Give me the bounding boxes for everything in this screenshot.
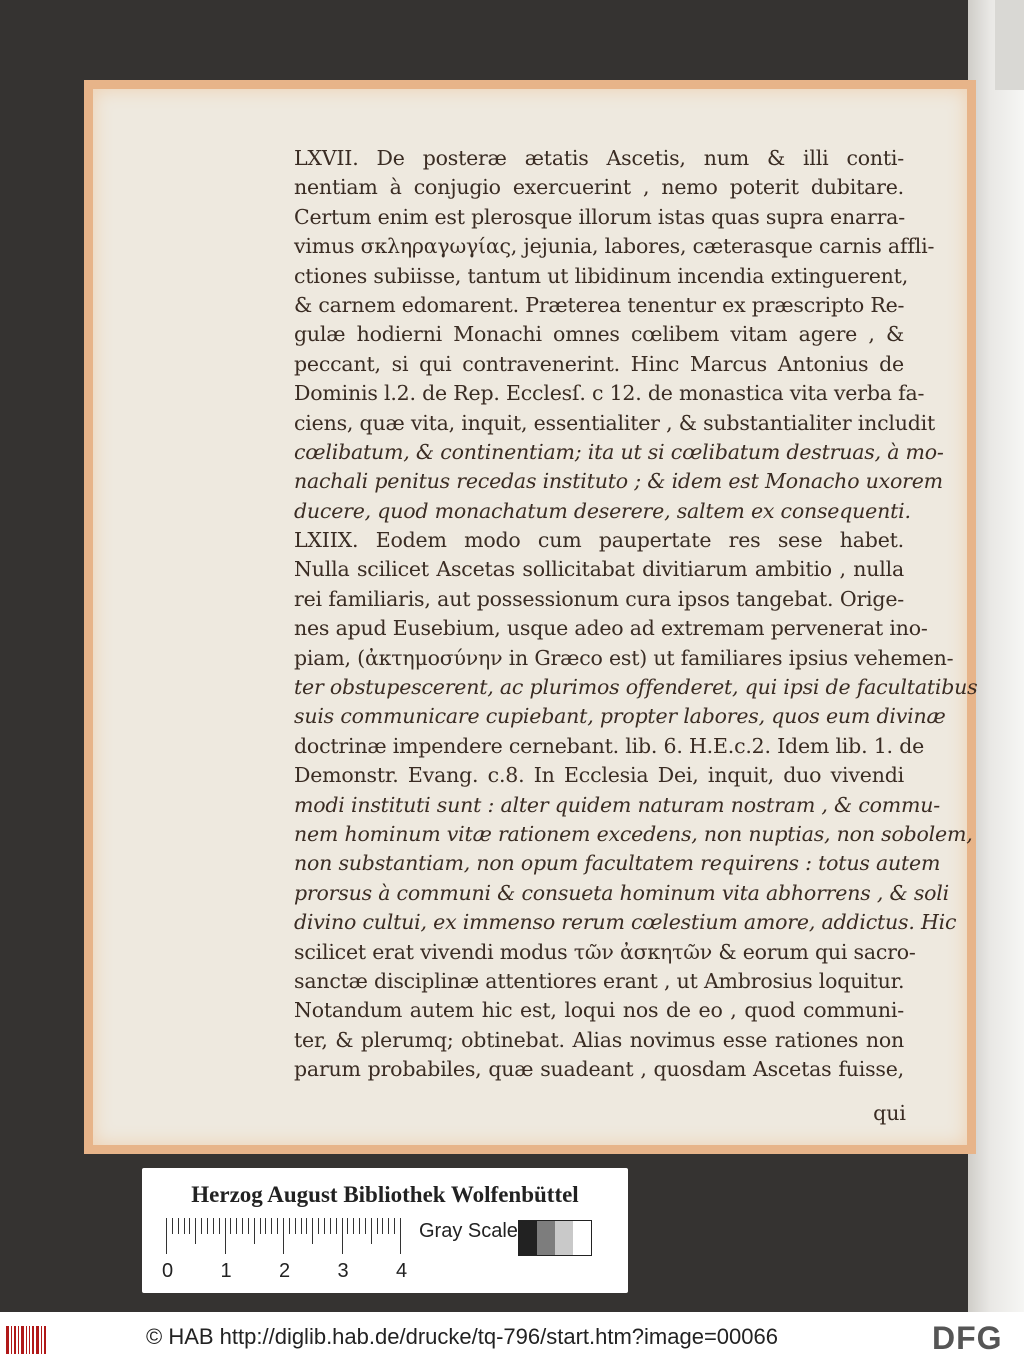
text-line: Certum enim est plerosque illorum istas quas supra enarra- xyxy=(294,204,905,229)
color-calibration-card xyxy=(142,1168,628,1293)
ruler-tick xyxy=(219,1218,220,1234)
text-line: Notandum autem hic est, loqui nos de eo , quod communi- xyxy=(294,998,904,1023)
copyright-url: © HAB http://diglib.hab.de/drucke/tq-796/start.htm?image=00066 xyxy=(146,1324,778,1349)
text-line: piam, (ἀκτημοσύνην in Græco est) ut familiares ipsius vehemen- xyxy=(294,645,954,670)
book-page xyxy=(84,80,976,1154)
page-edge-fold xyxy=(995,0,1024,90)
ruler-tick xyxy=(371,1218,372,1244)
dfg-logo: DFG xyxy=(932,1320,1003,1356)
ruler-number: 0 xyxy=(162,1260,174,1282)
ruler-tick xyxy=(225,1218,226,1254)
text-line: Nulla scilicet Ascetas sollicitabat divitiarum ambitio , nulla xyxy=(294,557,904,582)
text-line: nachali penitus recedas instituto ; & idem est Monacho uxorem xyxy=(294,469,943,494)
ruler-tick xyxy=(377,1218,378,1234)
ruler-tick xyxy=(189,1218,190,1234)
text-line: ctiones subiisse, tantum ut libidinum incendia extinguerent, xyxy=(294,263,909,288)
library-name: Herzog August Bibliothek Wolfenbüttel xyxy=(191,1182,579,1207)
ruler-tick xyxy=(254,1218,255,1244)
barcode-bar xyxy=(41,1326,42,1354)
text-line: rei familiaris, aut possessionum cura ipsos tangebat. Orige- xyxy=(294,586,904,611)
ruler-number: 2 xyxy=(279,1260,291,1282)
ruler-number: 1 xyxy=(220,1260,232,1282)
ruler-tick xyxy=(365,1218,366,1234)
barcode-bar xyxy=(32,1326,34,1354)
ruler-tick xyxy=(283,1218,284,1254)
gray-scale-swatches xyxy=(518,1220,592,1256)
text-line: doctrinæ impendere cernebant. lib. 6. H.E.c.2. Idem lib. 1. de xyxy=(294,733,925,758)
ruler-tick xyxy=(359,1218,360,1234)
text-line: parum probabiles, quæ suadeant , quosdam Ascetas fuisse, xyxy=(294,1057,904,1082)
barcode-bar xyxy=(6,1326,9,1354)
barcode-icon xyxy=(6,1326,46,1354)
barcode-bar xyxy=(29,1326,30,1354)
ruler-tick xyxy=(330,1218,331,1234)
text-line: nentiam à conjugio exercuerint , nemo poterit dubitare. xyxy=(294,175,904,200)
text-line: gulæ hodierni Monachi omnes cœlibem vitam agere , & xyxy=(294,322,904,347)
ruler-tick xyxy=(347,1218,348,1234)
text-line: Dominis l.2. de Rep. Ecclesſ. c 12. de monastica vita verba fa- xyxy=(294,381,925,406)
text-line: cœlibatum, & continentiam; ita ut si cœlibatum destruas, à mo- xyxy=(294,439,944,464)
text-line: modi instituti sunt : alter quidem naturam nostram , & commu- xyxy=(294,792,941,817)
gray-swatch xyxy=(537,1221,555,1255)
barcode-bar xyxy=(11,1326,12,1354)
barcode-bar xyxy=(14,1326,16,1354)
ruler-tick xyxy=(295,1218,296,1234)
ruler-tick xyxy=(271,1218,272,1234)
text-line: & carnem edomarent. Præterea tenentur ex præscripto Re- xyxy=(294,292,905,317)
ruler-tick xyxy=(312,1218,313,1244)
gray-swatch xyxy=(519,1221,537,1255)
ruler-tick xyxy=(248,1218,249,1234)
ruler-tick xyxy=(318,1218,319,1234)
ruler-tick xyxy=(400,1218,401,1254)
ruler-tick xyxy=(195,1218,196,1244)
ruler-tick xyxy=(201,1218,202,1234)
ruler-tick xyxy=(353,1218,354,1234)
ruler-tick xyxy=(184,1218,185,1234)
ruler-tick xyxy=(388,1218,389,1234)
ruler-tick xyxy=(324,1218,325,1234)
text-line: prorsus à communi & consueta hominum vita abhorrens , & soli xyxy=(294,880,950,905)
text-line: LXIIX. Eodem modo cum paupertate res sese habet. xyxy=(294,528,904,553)
text-line: nes apud Eusebium, usque adeo ad extremam pervenerat ino- xyxy=(294,616,928,641)
ruler-tick xyxy=(265,1218,266,1234)
gray-scale-label: Gray Scale xyxy=(419,1220,518,1242)
ruler-tick xyxy=(178,1218,179,1234)
ruler-tick xyxy=(342,1218,343,1254)
text-line: sanctæ disciplinæ attentiores erant , ut Ambrosius loquitur. xyxy=(294,968,905,993)
text-line: peccant, si qui contravenerint. Hinc Marcus Antonius de xyxy=(294,351,904,376)
ruler-tick xyxy=(394,1218,395,1234)
barcode-bar xyxy=(18,1326,19,1354)
page-edge-strip xyxy=(968,0,1024,1312)
text-line: ter obstupescerent, ac plurimos offenderet, qui ipsi de facultatibus xyxy=(294,675,978,700)
gray-swatch xyxy=(555,1221,573,1255)
text-line: divino cultui, ex immenso rerum cœlestium amore, addictus. Hic xyxy=(294,910,957,935)
text-line: ter, & plerumq; obtinebat. Alias novimus esse rationes non xyxy=(294,1027,904,1052)
ruler-tick xyxy=(236,1218,237,1234)
text-line: non substantiam, non opum facultatem requirens : totus autem xyxy=(294,851,941,876)
barcode-bar xyxy=(21,1326,24,1354)
ruler-tick xyxy=(289,1218,290,1234)
gray-swatch xyxy=(573,1221,591,1255)
ruler-tick xyxy=(166,1218,167,1254)
barcode-bar xyxy=(36,1326,39,1354)
barcode-bar xyxy=(26,1326,28,1354)
ruler-scale xyxy=(166,1218,406,1254)
ruler-tick xyxy=(213,1218,214,1234)
ruler-tick xyxy=(230,1218,231,1234)
ruler-tick xyxy=(301,1218,302,1234)
ruler-tick xyxy=(336,1218,337,1234)
text-line: ducere, quod monachatum deserere, saltem ex consequenti. xyxy=(294,498,911,523)
ruler-tick xyxy=(207,1218,208,1234)
text-line: Demonstr. Evang. c.8. In Ecclesia Dei, inquit, duo vivendi xyxy=(294,763,904,788)
catchword: qui xyxy=(873,1101,906,1125)
ruler-tick xyxy=(277,1218,278,1234)
ruler-number: 4 xyxy=(396,1260,408,1282)
footer-bar xyxy=(0,1312,1024,1362)
text-line: LXVII. De posteræ ætatis Ascetis, num & illi conti- xyxy=(294,146,904,170)
text-line: scilicet erat vivendi modus τῶν ἀσκητῶν & eorum qui sacro- xyxy=(294,939,916,964)
text-line: ciens, quæ vita, inquit, essentialiter , & substantialiter includit xyxy=(294,410,936,435)
ruler-number: 3 xyxy=(337,1260,349,1282)
barcode-bar xyxy=(44,1326,46,1354)
ruler-tick xyxy=(382,1218,383,1234)
ruler-tick xyxy=(306,1218,307,1234)
text-line: nem hominum vitæ rationem excedens, non nuptias, non sobolem, xyxy=(294,821,973,846)
ruler-tick xyxy=(172,1218,173,1234)
page-text-block xyxy=(294,144,978,1085)
ruler-tick xyxy=(260,1218,261,1234)
text-line: vimus σκληραγωγίας, jejunia, labores, cæterasque carnis affli- xyxy=(294,234,935,259)
text-line: suis communicare cupiebant, propter labores, quos eum divinæ xyxy=(294,704,946,729)
ruler-tick xyxy=(242,1218,243,1234)
